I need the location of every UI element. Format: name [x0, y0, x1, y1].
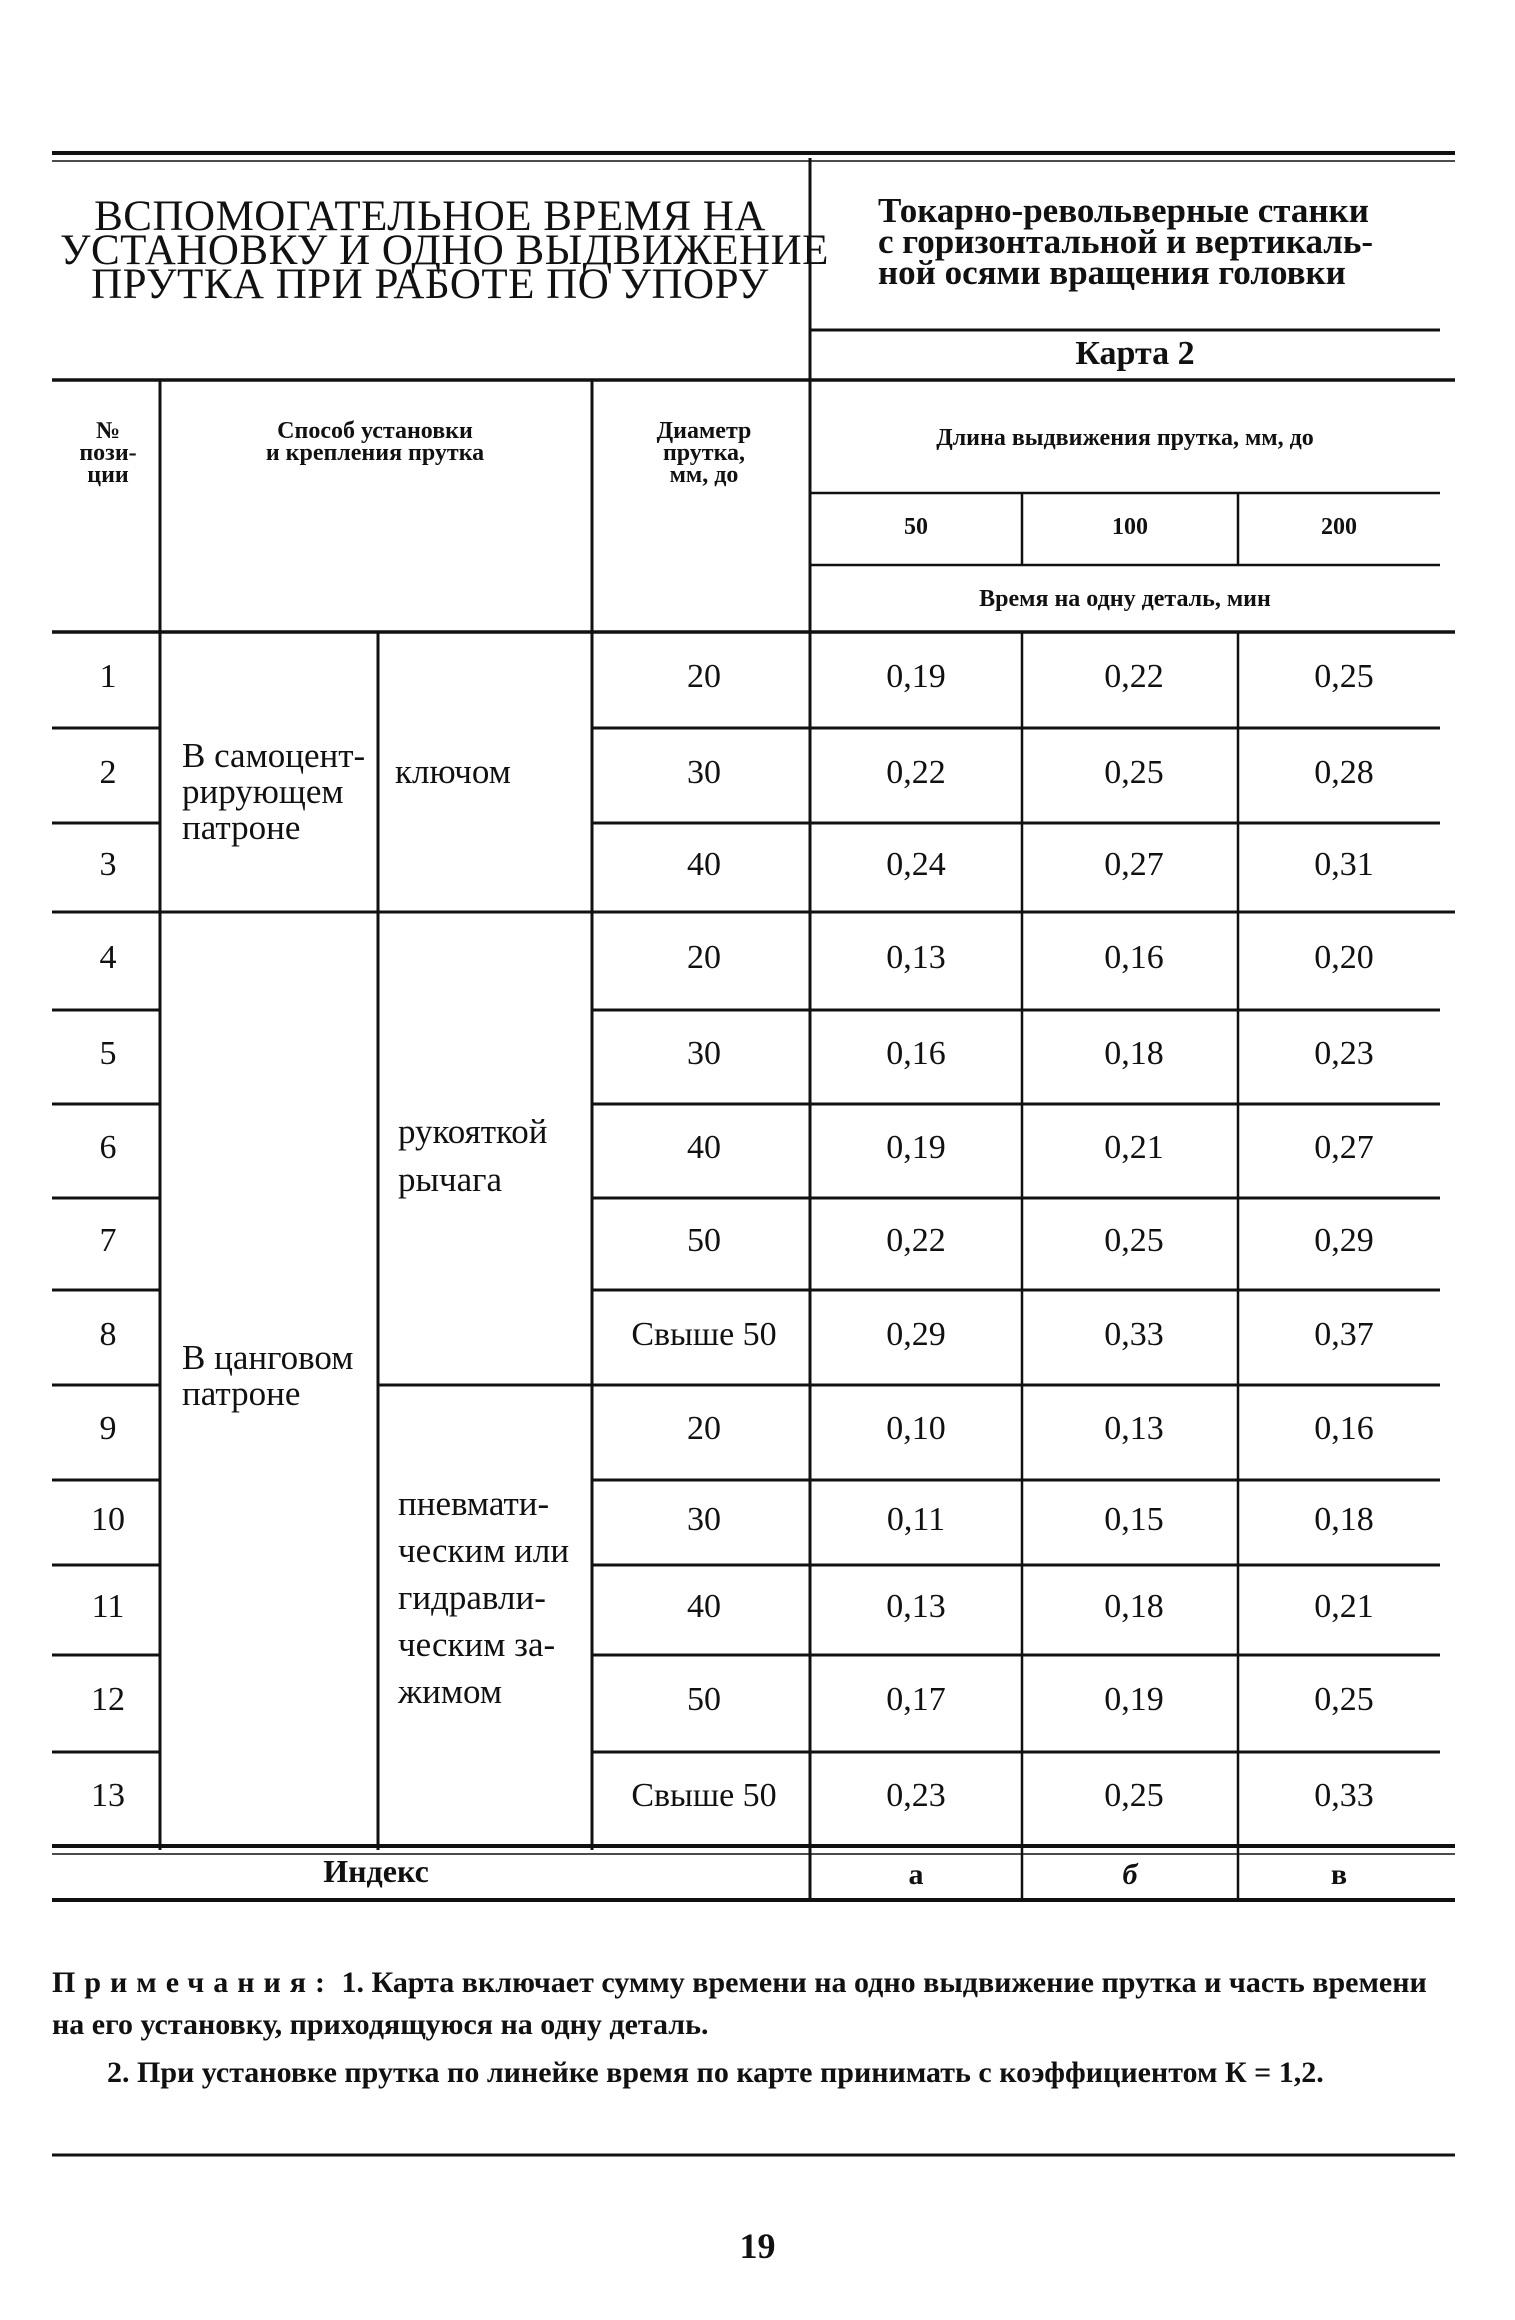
row-position: 9 — [99, 1410, 117, 1447]
table-title: ВСПОМОГАТЕЛЬНОЕ ВРЕМЯ НА УСТАНОВКУ И ОДНО ВЫДВИЖЕНИЕ ПРУТКА ПРИ РАБОТЕ ПО УПОРУ — [60, 193, 829, 308]
key-label: ключом — [395, 752, 511, 791]
notes-heading: Примечания: — [52, 1966, 335, 1999]
row-time-50: 0,16 — [886, 1035, 946, 1072]
row-position: 8 — [99, 1316, 117, 1353]
row-time-100: 0,18 — [1104, 1588, 1164, 1625]
row-time-100: 0,27 — [1104, 846, 1164, 883]
row-position: 7 — [99, 1222, 117, 1259]
row-position: 6 — [99, 1129, 117, 1166]
row-diameter: 20 — [687, 658, 721, 695]
row-time-200: 0,18 — [1314, 1501, 1374, 1538]
row-time-100: 0,22 — [1104, 658, 1164, 695]
row-time-100: 0,19 — [1104, 1681, 1164, 1718]
row-time-200: 0,21 — [1314, 1588, 1374, 1625]
row-time-50: 0,19 — [886, 1129, 946, 1166]
row-position: 3 — [99, 846, 117, 883]
row-time-50: 0,22 — [886, 1222, 946, 1259]
collet-chuck-label: В цанговом патроне — [182, 1338, 354, 1413]
note-1 — [52, 1962, 1462, 2046]
row-diameter: 40 — [687, 1588, 721, 1625]
row-time-100: 0,16 — [1104, 939, 1164, 976]
row-time-50: 0,19 — [886, 658, 946, 695]
row-diameter: 30 — [687, 1501, 721, 1538]
index-label: Индекс — [323, 1853, 429, 1889]
length-100-header: 100 — [1112, 514, 1148, 540]
row-diameter: Свыше 50 — [631, 1316, 777, 1353]
row-diameter: 30 — [687, 754, 721, 791]
length-200-header: 200 — [1321, 514, 1357, 540]
row-time-200: 0,20 — [1314, 939, 1374, 976]
row-time-200: 0,25 — [1314, 1681, 1374, 1718]
row-time-100: 0,21 — [1104, 1129, 1164, 1166]
row-position: 13 — [91, 1777, 125, 1814]
row-position: 12 — [91, 1681, 125, 1718]
index-v: в — [1330, 1858, 1348, 1891]
row-time-200: 0,23 — [1314, 1035, 1374, 1072]
page-number: 19 — [739, 2226, 776, 2266]
row-diameter: 30 — [687, 1035, 721, 1072]
row-position: 1 — [99, 658, 117, 695]
row-time-50: 0,22 — [886, 754, 946, 791]
row-time-200: 0,31 — [1314, 846, 1374, 883]
row-time-200: 0,27 — [1314, 1129, 1374, 1166]
row-position: 4 — [99, 939, 117, 976]
diameter-header: Диаметр прутка, мм, до — [656, 418, 752, 488]
row-position: 10 — [91, 1501, 125, 1538]
method-header: Способ установки и крепления прутка — [265, 418, 485, 466]
row-time-50: 0,11 — [886, 1501, 946, 1538]
row-time-200: 0,16 — [1314, 1410, 1374, 1447]
row-time-100: 0,25 — [1104, 1222, 1164, 1259]
row-diameter: 40 — [687, 1129, 721, 1166]
row-diameter: 50 — [687, 1222, 721, 1259]
row-time-50: 0,13 — [886, 939, 946, 976]
row-time-200: 0,33 — [1314, 1777, 1374, 1814]
row-time-50: 0,17 — [886, 1681, 946, 1718]
row-time-200: 0,25 — [1314, 658, 1374, 695]
machine-type: Токарно-револьверные станки с горизонтальной и вертикаль- ной осями вращения головки — [878, 191, 1374, 292]
row-time-200: 0,28 — [1314, 754, 1374, 791]
note-1-text: 1. Карта включает сумму времени на одно выдвижение прутка и часть времени на его установку, приходящуюся на одну деталь. — [52, 1966, 1427, 2041]
pneumatic-clamp-label: пневмати- ческим или гидравли- ческим за- жимом — [398, 1484, 570, 1711]
card-number: Карта 2 — [1075, 335, 1195, 372]
index-b: б — [1122, 1858, 1138, 1891]
index-a: а — [908, 1858, 924, 1891]
lever-handle-label: рукояткой рычага — [398, 1112, 548, 1199]
row-time-100: 0,25 — [1104, 754, 1164, 791]
note-2: 2. При установке прутка по линейке время по карте принимать с коэффициентом К = 1,2. — [107, 2056, 1324, 2089]
row-position: 5 — [99, 1035, 117, 1072]
row-time-100: 0,33 — [1104, 1316, 1164, 1353]
row-time-50: 0,13 — [886, 1588, 946, 1625]
row-time-200: 0,37 — [1314, 1316, 1374, 1353]
row-diameter: 20 — [687, 939, 721, 976]
row-time-50: 0,29 — [886, 1316, 946, 1353]
row-diameter: 20 — [687, 1410, 721, 1447]
row-time-50: 0,24 — [886, 846, 946, 883]
self-centering-chuck-label: В самоцент- рирующем патроне — [182, 736, 366, 847]
row-position: 11 — [91, 1588, 125, 1625]
row-diameter: Свыше 50 — [631, 1777, 777, 1814]
time-header: Время на одну деталь, мин — [979, 586, 1271, 612]
row-time-50: 0,10 — [886, 1410, 946, 1447]
row-position: 2 — [99, 754, 117, 791]
row-time-100: 0,13 — [1104, 1410, 1164, 1447]
row-time-100: 0,25 — [1104, 1777, 1164, 1814]
position-header: № пози- ции — [79, 418, 137, 488]
row-time-200: 0,29 — [1314, 1222, 1374, 1259]
row-time-50: 0,23 — [886, 1777, 946, 1814]
row-diameter: 40 — [687, 846, 721, 883]
length-50-header: 50 — [904, 514, 928, 540]
row-time-100: 0,15 — [1104, 1501, 1164, 1538]
row-time-100: 0,18 — [1104, 1035, 1164, 1072]
length-header: Длина выдвижения прутка, мм, до — [936, 425, 1314, 451]
row-diameter: 50 — [687, 1681, 721, 1718]
